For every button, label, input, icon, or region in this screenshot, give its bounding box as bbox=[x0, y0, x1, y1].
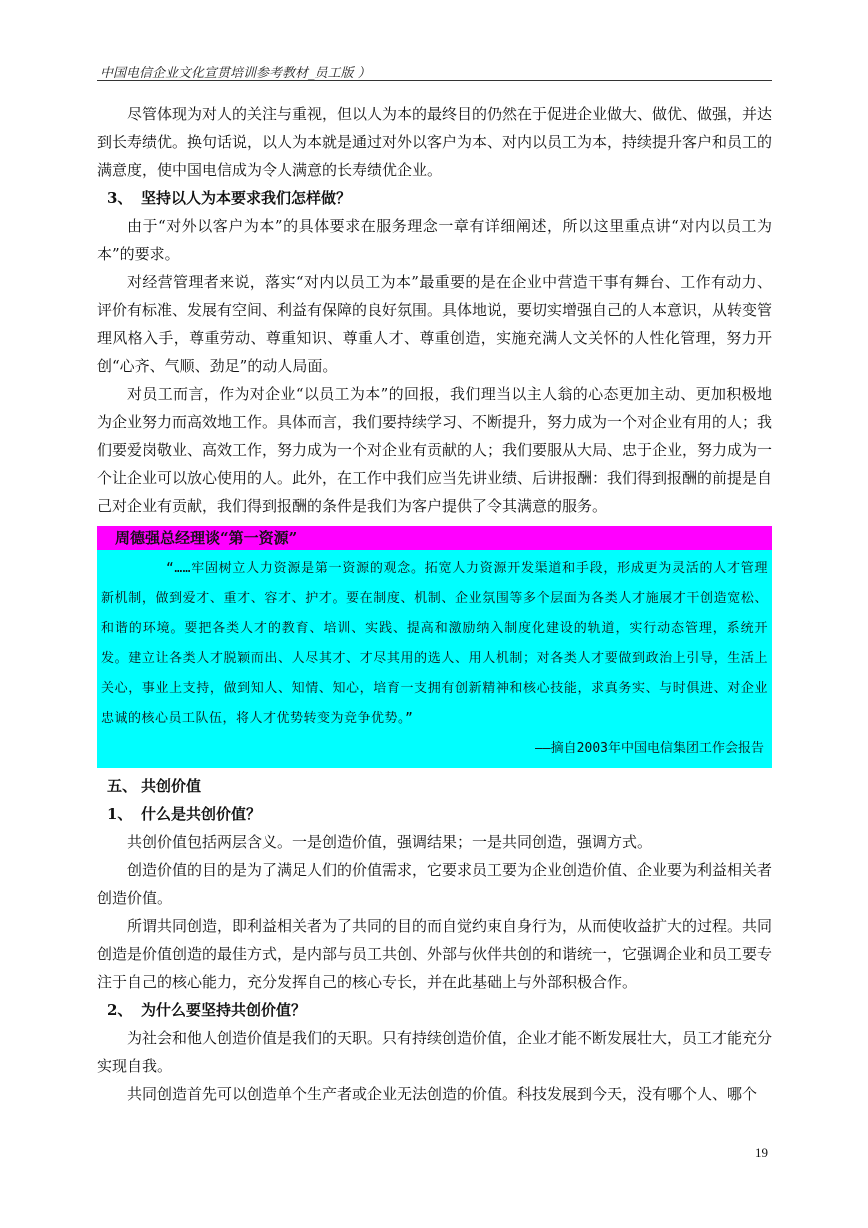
paragraph-employees: 对员工而言，作为对企业“以员工为本”的回报，我们理当以主人翁的心态更加主动、更加积极地为企业努力而高效地工作。具体而言，我们要持续学习、不断提升，努力成为一个对企业有用的人；我们要爱岗敬业、高效工作，努力成为一个对企业有贡献的人；我们要服从大局、忠于企业，努力成为一个让企业可以放心使用的人。此外，在工作中我们应当先讲业绩、后讲报酬：我们得到报酬的前提是自己对企业有贡献，我们得到报酬的条件是我们为客户提供了令其满意的服务。 bbox=[97, 385, 773, 515]
quote-text: “……牢固树立人力资源是第一资源的观念。拓宽人力资源开发渠道和手段，形成更为灵活的人才管理新机制，做到爱才、重才、容才、护才。要在制度、机制、企业氛围等多个层面为各类人才施展才干创造宽松、和谐的环境。要把各类人才的教育、培训、实践、提高和激励纳入制度化建设的轨道，实行动态管理，系统开发。建立让各类人才脱颖而出、人尽其才、才尽其用的选人、用人机制；对各类人才要做到政治上引导，生活上关心，事业上支持，做到知人、知情、知心，培育一支拥有创新精神和核心技能，求真务实、与时俱进、对企业忠诚的核心员工队伍，将人才优势转变为竞争优势。” bbox=[101, 561, 768, 726]
paragraph-duty: 为社会和他人创造价值是我们的天职。只有持续创造价值，企业才能不断发展壮大，员工才能充分实现自我。 bbox=[97, 1029, 773, 1075]
quote-box bbox=[97, 526, 772, 768]
heading-text: 什么是共创价值？ bbox=[141, 805, 262, 823]
page-number: 19 bbox=[755, 1145, 768, 1160]
page-body bbox=[97, 100, 772, 1108]
paragraph-two-meanings: 共创价值包括两层含义。一是创造价值，强调结果；一是共同创造，强调方式。 bbox=[127, 833, 653, 851]
heading-text: 为什么要坚持共创价值？ bbox=[141, 1001, 307, 1019]
paragraph-co-creation: 所谓共同创造，即利益相关者为了共同的目的而自觉约束自身行为，从而使收益扩大的过程。共同创造是价值创造的最佳方式，是内部与员工共创、外部与伙伴共创的和谐统一，它强调企业和员工要专注于自己的核心能力，充分发挥自己的核心专长，并在此基础上与外部积极合作。 bbox=[97, 917, 773, 991]
heading-text: 坚持以人为本要求我们怎样做？ bbox=[141, 189, 352, 207]
quote-source: ——摘自2003年中国电信集团工作会报告 bbox=[535, 741, 764, 756]
paragraph-co-creation-value: 共同创造首先可以创造单个生产者或企业无法创造的价值。科技发展到今天，没有哪个人、哪个 bbox=[127, 1085, 758, 1103]
section-heading-3 bbox=[97, 184, 772, 212]
paragraph-managers: 对经营管理者来说，落实“对内以员工为本”最重要的是在企业中营造干事有舞台、工作有动力、评价有标准、发展有空间、利益有保障的良好氛围。具体地说，要切实增强自己的人本意识，从转变管理风格入手，尊重劳动、尊重知识、尊重人才、尊重创造，实施充满人文关怀的人性化管理，努力开创“心齐、气顺、劲足”的动人局面。 bbox=[97, 273, 773, 375]
running-header: 中国电信企业文化宣贯培训参考教材_员工版 ） bbox=[100, 66, 371, 81]
heading-number: 1、 bbox=[107, 805, 133, 823]
section-heading-1 bbox=[97, 800, 772, 828]
quote-box-body bbox=[97, 550, 772, 768]
section-heading-2 bbox=[97, 996, 772, 1024]
heading-number: 2、 bbox=[107, 1001, 133, 1019]
heading-number: 五、 bbox=[107, 777, 138, 795]
paragraph-people-oriented-summary: 尽管体现为对人的关注与重视，但以人为本的最终目的仍然在于促进企业做大、做优、做强，并达到长寿绩优。换句话说，以人为本就是通过对外以客户为本、对内以员工为本，持续提升客户和员工的满意度，使中国电信成为令人满意的长寿绩优企业。 bbox=[97, 105, 773, 179]
heading-number: 3、 bbox=[107, 189, 133, 207]
heading-text: 共创价值 bbox=[141, 777, 202, 795]
quote-box-title: 周德强总经理谈“第一资源” bbox=[97, 526, 772, 550]
paragraph-customer-oriented-note: 由于“对外以客户为本”的具体要求在服务理念一章有详细阐述，所以这里重点讲“对内以员工为本”的要求。 bbox=[97, 217, 772, 263]
chapter-heading-5 bbox=[97, 772, 772, 800]
paragraph-create-value: 创造价值的目的是为了满足人们的价值需求，它要求员工要为企业创造价值、企业要为利益相关者创造价值。 bbox=[97, 861, 773, 907]
header-rule bbox=[97, 80, 772, 81]
